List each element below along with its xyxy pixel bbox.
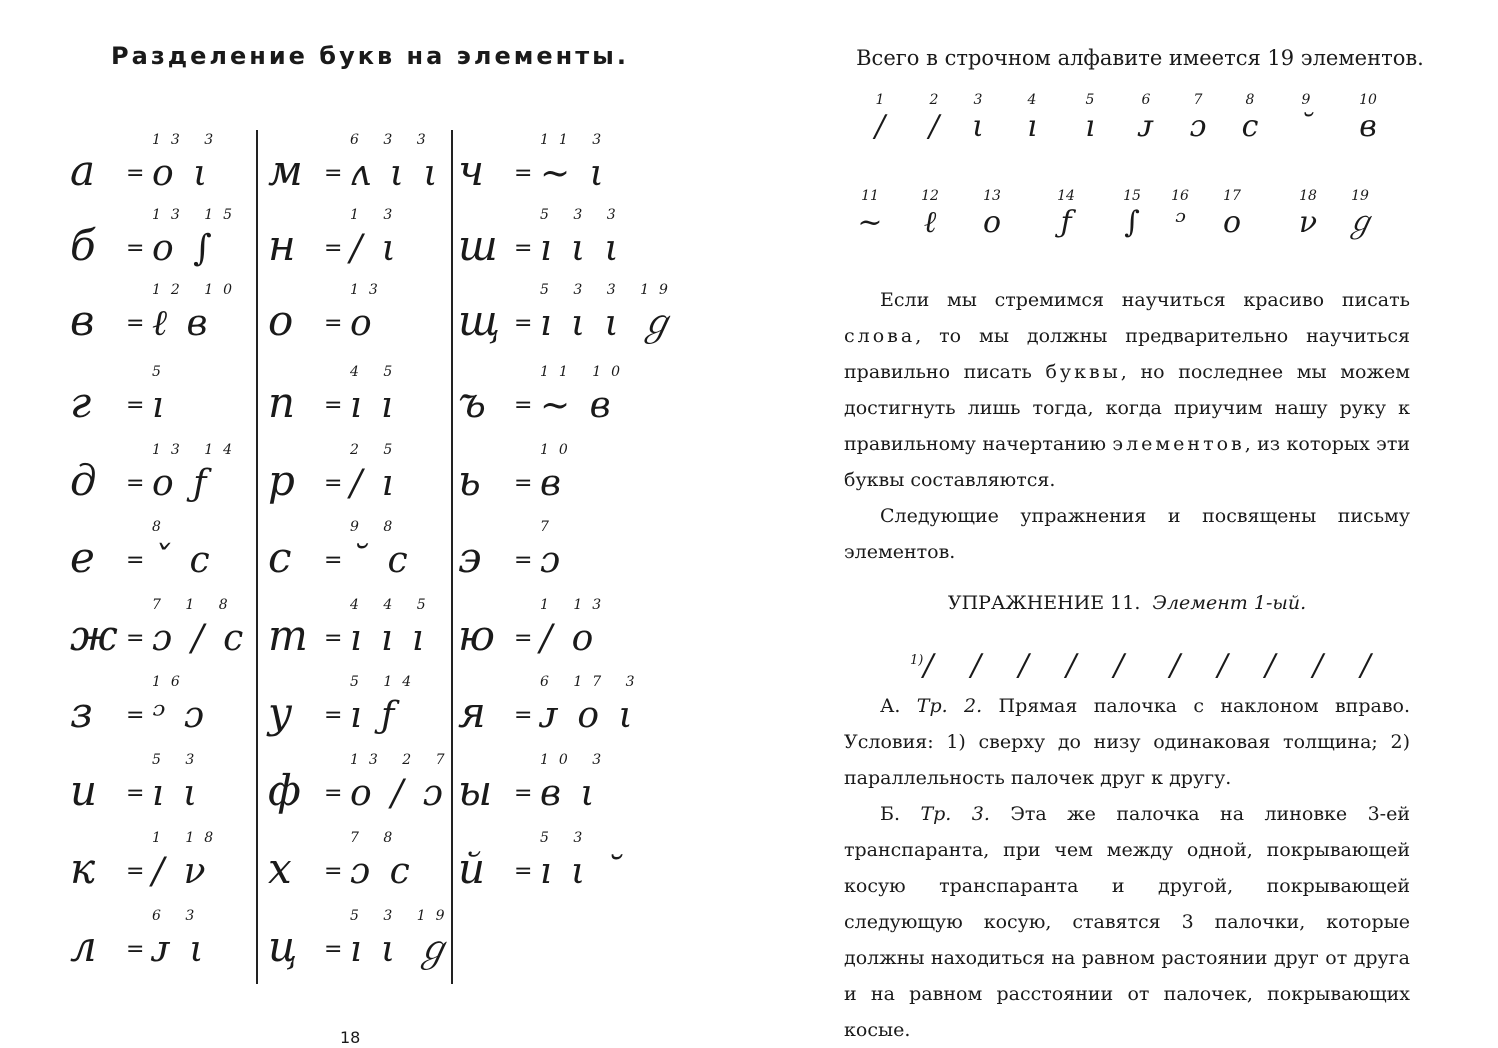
cursive-letter: м	[268, 146, 303, 195]
cursive-letter: ь	[458, 456, 481, 505]
cursive-letter: а	[70, 146, 96, 195]
cursive-letter: ф	[268, 766, 301, 815]
element-glyphs: о ∫	[152, 228, 216, 269]
paragraph-exercises: Следующие упражнения и посвящены письму элементов.	[844, 505, 1410, 563]
element-glyphs: ʌ ι ι	[350, 153, 442, 194]
text-span: , но последнее мы можем достигнуть лишь тогда, когда приучим нашу руку к правильному начертанию	[844, 361, 1410, 455]
letter-row	[70, 828, 260, 898]
equals-sign: =	[324, 311, 343, 336]
element-glyphs: ı ı ı	[350, 618, 428, 659]
footnote-mark: 1)	[910, 653, 924, 668]
equals-sign: =	[324, 937, 343, 962]
letter-row	[458, 440, 648, 510]
equals-sign: =	[126, 859, 145, 884]
element-numbers: 4 5	[350, 364, 403, 380]
letter-row	[70, 672, 260, 742]
equals-sign: =	[514, 859, 533, 884]
letter-row	[458, 130, 648, 200]
element-glyph: ƒ	[1060, 205, 1072, 240]
element-numbers: 1 3	[350, 207, 403, 223]
transparency-ref: Тр. 3.	[920, 803, 990, 825]
text-span: , то мы должны предварительно научиться правильно писать	[844, 325, 1410, 383]
element-numbers: 9 8	[350, 519, 403, 535]
element-numbers: 6 17 3	[540, 674, 645, 690]
equals-sign: =	[514, 703, 533, 728]
element-numbers: 2 5	[350, 442, 403, 458]
element-glyphs: в	[540, 463, 565, 504]
element-glyph: ι	[972, 109, 984, 144]
letter-row	[268, 750, 458, 820]
element-glyphs: / ν	[152, 851, 210, 892]
element-numbers: 13	[350, 282, 388, 298]
cursive-letter: ш	[458, 221, 498, 270]
letter-row	[458, 517, 648, 587]
equals-sign: =	[514, 311, 533, 336]
element-glyph: ɔ	[1189, 109, 1207, 144]
equals-sign: =	[126, 937, 145, 962]
equals-sign: =	[126, 236, 145, 261]
element-number: 3	[973, 92, 983, 108]
element-glyphs: о	[350, 303, 376, 344]
element-glyph: /	[928, 109, 940, 144]
equals-sign: =	[324, 471, 343, 496]
element-glyph: ∫	[1124, 205, 1140, 240]
element-numbers: 5	[152, 364, 171, 380]
element-numbers: 10	[540, 442, 578, 458]
equals-sign: =	[514, 161, 533, 186]
element-numbers: 6 3	[152, 908, 205, 924]
equals-sign: =	[324, 548, 343, 573]
letter-row	[70, 130, 260, 200]
element-glyphs: в ι	[540, 773, 599, 814]
element-numbers: 13 3	[152, 132, 224, 148]
element-glyphs: ɔ / с	[152, 618, 248, 659]
letter-row	[458, 280, 679, 350]
letter-row	[70, 906, 260, 976]
element-glyphs: ℓ в	[152, 303, 212, 344]
page-number: 18	[340, 1028, 361, 1047]
exercise-subtitle: Элемент 1-ый.	[1152, 592, 1307, 614]
element-number: 18	[1299, 188, 1317, 204]
element-glyphs: ɔ	[540, 540, 565, 581]
letter-row	[268, 906, 458, 976]
element-glyphs: ˇ с	[152, 540, 214, 581]
element-glyph: ℊ	[1345, 205, 1375, 240]
element-glyphs: ı ι ˘	[540, 851, 627, 892]
element-glyphs: ~ в	[540, 385, 615, 426]
element-number: 10	[1359, 92, 1377, 108]
text-span: Если мы стремимся научиться красиво писать	[880, 289, 1410, 311]
equals-sign: =	[324, 236, 343, 261]
strokes: / / / / /	[923, 648, 1139, 683]
element-glyph: ᵓ	[1174, 205, 1186, 240]
letter-row	[70, 362, 260, 432]
element-number: 17	[1223, 188, 1241, 204]
element-numbers: 5 3 3	[540, 207, 626, 223]
cursive-letter: ж	[70, 611, 118, 660]
element-numbers: 7 8	[350, 830, 403, 846]
element-number: 9	[1301, 92, 1311, 108]
cursive-letter: ъ	[458, 378, 486, 427]
text-span: Эта же палочка на линовке 3-ей транспаранта, при чем между одной, покрывающей косую транспаранта и другой, покрывающей следующую косую, ставятся 3 палочки, которые должны находиться на равном растоянии друг от друга и на равном расстоянии от палочек, покрывающих косые.	[844, 803, 1410, 1041]
cursive-letter: з	[70, 688, 93, 737]
element-glyphs: / ı	[350, 463, 398, 504]
letter-row	[70, 750, 260, 820]
letter-row	[268, 130, 458, 200]
element-numbers: 5 3 3 19	[540, 282, 678, 298]
element-glyph: ~	[857, 205, 883, 240]
cursive-letter: б	[70, 221, 96, 270]
page-title: Разделение букв на элементы.	[111, 42, 629, 70]
cursive-letter: о	[268, 296, 294, 345]
element-glyph: ℓ	[923, 205, 937, 240]
element-numbers: 7	[540, 519, 559, 535]
element-number: 12	[921, 188, 939, 204]
letter-row	[268, 362, 458, 432]
element-numbers: 4 4 5	[350, 597, 436, 613]
paragraph-intro	[844, 282, 1410, 498]
equals-sign: =	[126, 393, 145, 418]
cursive-letter: с	[268, 533, 292, 582]
equals-sign: =	[126, 548, 145, 573]
cursive-letter: р	[268, 456, 295, 505]
element-number: 15	[1123, 188, 1141, 204]
equals-sign: =	[126, 626, 145, 651]
cursive-letter: к	[70, 844, 96, 893]
element-numbers: 5 3 19	[350, 908, 455, 924]
element-glyph: ν	[1298, 205, 1318, 240]
right-page	[760, 0, 1498, 1045]
equals-sign: =	[126, 703, 145, 728]
equals-sign: =	[324, 703, 343, 728]
equals-sign: =	[324, 859, 343, 884]
element-number: 2	[929, 92, 939, 108]
element-glyph: ı	[1027, 109, 1037, 144]
element-numbers: 8	[152, 519, 171, 535]
element-glyphs: ı ı	[350, 385, 397, 426]
element-number: 6	[1141, 92, 1151, 108]
letter-row	[268, 595, 458, 665]
element-numbers: 6 3 3	[350, 132, 436, 148]
cursive-letter: н	[268, 221, 296, 270]
element-glyphs: о ƒ	[152, 463, 211, 504]
element-glyphs: / ι	[350, 228, 400, 269]
equals-sign: =	[514, 471, 533, 496]
element-number: 4	[1027, 92, 1037, 108]
equals-sign: =	[324, 626, 343, 651]
element-numbers: 13 2 7	[350, 752, 455, 768]
paragraph-a	[844, 688, 1410, 796]
element-glyphs: ˘ с	[350, 540, 412, 581]
stroke-sample: / / / / /	[1170, 648, 1385, 683]
equals-sign: =	[126, 311, 145, 336]
equals-sign: =	[324, 393, 343, 418]
cursive-letter: т	[268, 611, 308, 660]
letter-row	[70, 205, 260, 275]
emphasis-span: буквы	[1045, 361, 1121, 383]
transparency-ref: Тр. 2.	[916, 695, 983, 717]
letter-row	[70, 595, 260, 665]
cursive-letter: п	[268, 378, 296, 427]
left-page	[0, 0, 740, 1045]
element-glyphs: ɔ с	[350, 851, 414, 892]
element-number: 1	[875, 92, 885, 108]
element-glyphs: ı ι ℊ	[350, 929, 455, 970]
cursive-letter: в	[70, 296, 95, 345]
emphasis-span: элементов	[1112, 433, 1245, 455]
letter-row	[70, 440, 260, 510]
exercise-title: УПРАЖНЕНИЕ 11.	[947, 592, 1141, 614]
equals-sign: =	[324, 781, 343, 806]
letter-row	[458, 750, 648, 820]
element-number: 5	[1085, 92, 1095, 108]
element-number: 11	[861, 188, 879, 204]
element-numbers: 10 3	[540, 752, 612, 768]
letter-row	[458, 672, 648, 742]
element-glyph: ˘	[1298, 109, 1314, 144]
element-numbers: 5 3	[152, 752, 205, 768]
element-glyph: о	[1222, 205, 1242, 240]
cursive-letter: ч	[458, 146, 485, 195]
equals-sign: =	[324, 161, 343, 186]
element-number: 16	[1171, 188, 1189, 204]
element-glyphs: о / ɔ	[350, 773, 447, 814]
text-span: , из которых эти буквы составляются.	[844, 433, 1410, 491]
cursive-letter: ю	[458, 611, 495, 660]
cursive-letter: и	[70, 766, 98, 815]
cursive-letter: г	[70, 378, 92, 427]
element-number: 7	[1193, 92, 1203, 108]
element-numbers: 11 10	[540, 364, 631, 380]
element-numbers: 7 1 8	[152, 597, 238, 613]
equals-sign: =	[514, 236, 533, 261]
paragraph-b	[844, 796, 1410, 1048]
element-number: 8	[1245, 92, 1255, 108]
item-label: Б.	[880, 803, 921, 825]
element-numbers: 13 14	[152, 442, 243, 458]
equals-sign: =	[514, 393, 533, 418]
element-number: 14	[1057, 188, 1075, 204]
element-numbers: 1 13	[540, 597, 612, 613]
element-glyphs: ı ι ι	[540, 228, 623, 269]
cursive-letter: е	[70, 533, 95, 582]
cursive-letter: х	[268, 844, 292, 893]
cursive-letter: у	[268, 688, 293, 737]
cursive-letter: ц	[268, 922, 298, 971]
letter-row	[70, 280, 260, 350]
letter-row	[268, 672, 458, 742]
letter-row	[458, 595, 648, 665]
equals-sign: =	[514, 548, 533, 573]
element-glyphs: ᵓ ɔ	[152, 695, 209, 736]
elements-heading: Всего в строчном алфавите имеется 19 элементов.	[856, 46, 1424, 70]
element-glyphs: ᴊ ι	[152, 929, 208, 970]
cursive-letter: э	[458, 533, 482, 582]
element-glyphs: ı ι	[152, 773, 202, 814]
element-glyph: /	[874, 109, 886, 144]
equals-sign: =	[514, 626, 533, 651]
equals-sign: =	[126, 781, 145, 806]
element-numbers: 16	[152, 674, 190, 690]
letter-row	[458, 362, 648, 432]
item-label: А.	[880, 695, 917, 717]
letter-row	[70, 517, 260, 587]
element-glyphs: ᴊ о ι	[540, 695, 637, 736]
element-glyphs: ı	[152, 385, 168, 426]
cursive-letter: л	[70, 922, 97, 971]
cursive-letter: й	[458, 844, 486, 893]
element-glyph: ı	[1085, 109, 1095, 144]
element-numbers: 13 15	[152, 207, 243, 223]
letter-row	[268, 205, 458, 275]
cursive-letter: ы	[458, 766, 493, 815]
cursive-letter: щ	[458, 296, 501, 345]
letter-row	[268, 517, 458, 587]
element-numbers: 1 18	[152, 830, 224, 846]
stroke-sample	[910, 648, 1138, 683]
equals-sign: =	[126, 471, 145, 496]
element-glyph: ᴊ	[1138, 109, 1154, 144]
letter-row	[458, 205, 648, 275]
text-span: Прямая палочка с наклоном вправо. Условия: 1) сверху до низу одинаковая толщина; 2) параллельность палочек друг к другу.	[844, 695, 1410, 789]
element-numbers: 12 10	[152, 282, 243, 298]
element-glyphs: ı ι ι ℊ	[540, 303, 679, 344]
letter-row	[268, 280, 458, 350]
emphasis-span: слова	[844, 325, 916, 347]
element-number: 19	[1351, 188, 1369, 204]
element-glyphs: ~ ι	[540, 153, 608, 194]
equals-sign: =	[514, 781, 533, 806]
letter-row	[458, 828, 648, 898]
element-number: 13	[983, 188, 1001, 204]
element-glyph: в	[1359, 109, 1377, 144]
element-glyphs: о ι	[152, 153, 212, 194]
letter-row	[268, 828, 458, 898]
equals-sign: =	[126, 161, 145, 186]
cursive-letter: д	[70, 456, 97, 505]
exercise-heading	[844, 592, 1410, 614]
element-glyph: с	[1241, 109, 1259, 144]
cursive-letter: я	[458, 688, 486, 737]
element-numbers: 5 3	[540, 830, 593, 846]
element-glyphs: ı ƒ	[350, 695, 399, 736]
letter-row	[268, 440, 458, 510]
element-glyph: о	[982, 205, 1002, 240]
element-numbers: 11 3	[540, 132, 612, 148]
element-glyphs: / о	[540, 618, 598, 659]
element-numbers: 5 14	[350, 674, 422, 690]
